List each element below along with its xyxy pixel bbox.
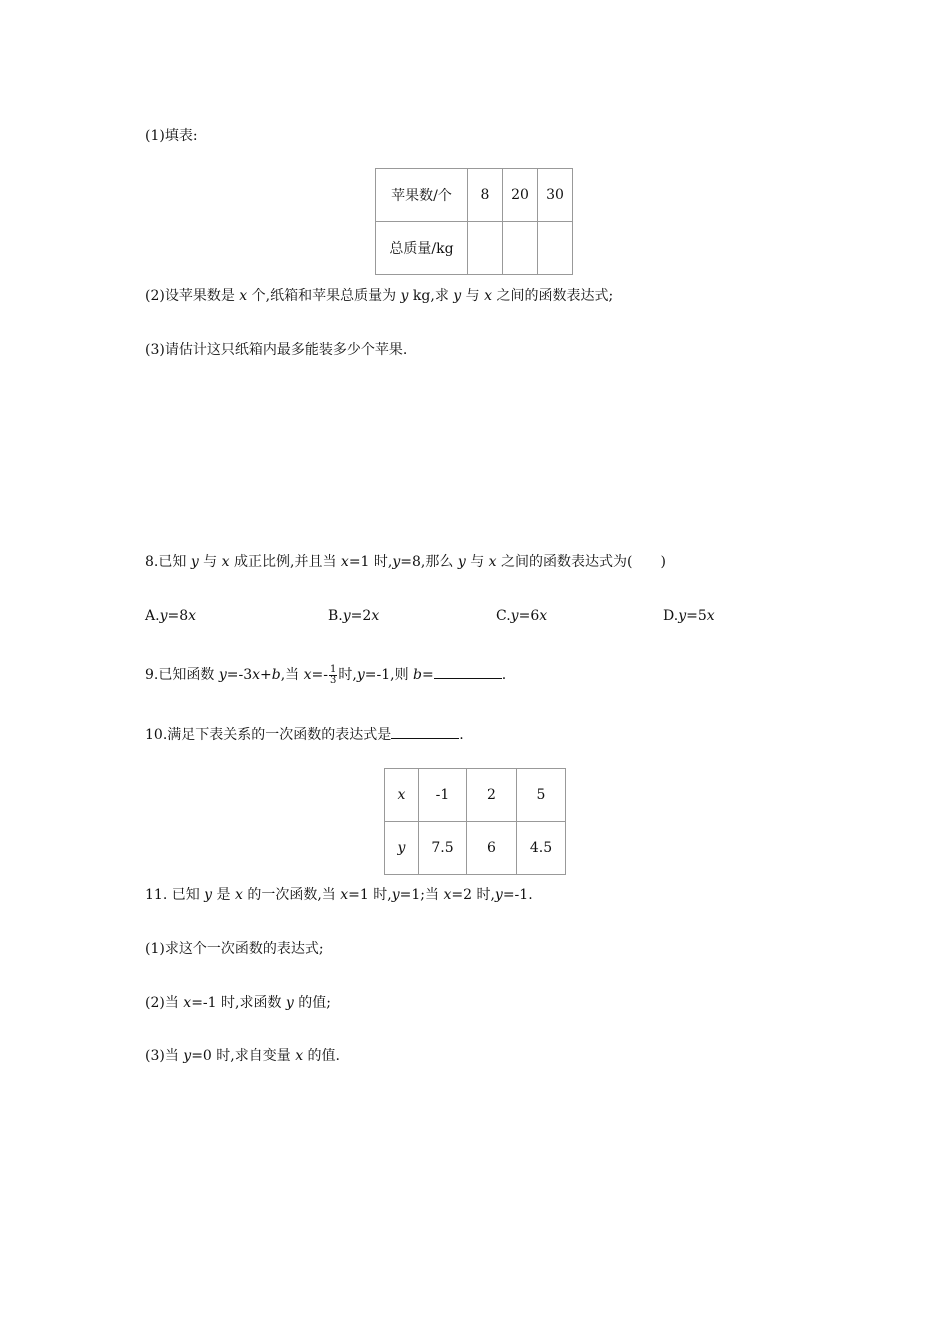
table-cell: 2 — [467, 769, 517, 822]
table-cell: 6 — [467, 822, 517, 875]
q9-stem: 9.已知函数 y=-3x+b,当 x=- $\frac{1}{3}$ 时,y=-1,则 b= . — [145, 663, 507, 686]
table-row — [376, 169, 573, 222]
table-cell: 苹果数/个 — [376, 169, 468, 222]
q8-option-c[interactable]: C.y=6x — [496, 608, 548, 624]
q7-part2: (2)设苹果数是 x 个,纸箱和苹果总质量为 y kg,求 y 与 x 之间的函数表达式; — [145, 288, 614, 304]
q8-stem: 8.已知 y 与 x 成正比例,并且当 x=1 时,y=8,那么 y 与 x 之间的函数表达式为( ) — [145, 554, 666, 570]
table-cell — [503, 222, 538, 275]
table-cell: 30 — [538, 169, 573, 222]
q11-part1: (1)求这个一次函数的表达式; — [145, 941, 324, 957]
table-cell: 7.5 — [419, 822, 467, 875]
q8-option-a[interactable]: A.y=8x — [145, 608, 197, 624]
table-cell: -1 — [419, 769, 467, 822]
table-cell: 8 — [468, 169, 503, 222]
table-cell: 总质量/kg — [376, 222, 468, 275]
table-cell — [468, 222, 503, 275]
table-cell: x — [385, 769, 419, 822]
table-cell: 5 — [517, 769, 566, 822]
table-row — [385, 822, 566, 875]
q8-option-d[interactable]: D.y=5x — [663, 608, 715, 624]
q11-part2: (2)当 x=-1 时,求函数 y 的值; — [145, 995, 331, 1011]
q11-stem: 11. 已知 y 是 x 的一次函数,当 x=1 时,y=1;当 x=2 时,y=-1. — [145, 887, 533, 903]
q10-table — [384, 768, 566, 875]
q11-part3: (3)当 y=0 时,求自变量 x 的值. — [145, 1048, 341, 1064]
table-cell — [538, 222, 573, 275]
answer-blank[interactable] — [391, 724, 459, 739]
fraction-one-third: $\frac{1}{3}$ — [330, 663, 337, 686]
q8-option-b[interactable]: B.y=2x — [328, 608, 380, 624]
q7-table — [375, 168, 573, 275]
q7-part1: (1)填表: — [145, 128, 198, 144]
table-row — [385, 769, 566, 822]
table-cell: 4.5 — [517, 822, 566, 875]
q10-stem: 10.满足下表关系的一次函数的表达式是 . — [145, 724, 464, 745]
table-row — [376, 222, 573, 275]
answer-blank[interactable] — [434, 664, 502, 679]
table-cell: 20 — [503, 169, 538, 222]
table-cell: y — [385, 822, 419, 875]
q7-part3: (3)请估计这只纸箱内最多能装多少个苹果. — [145, 342, 408, 358]
